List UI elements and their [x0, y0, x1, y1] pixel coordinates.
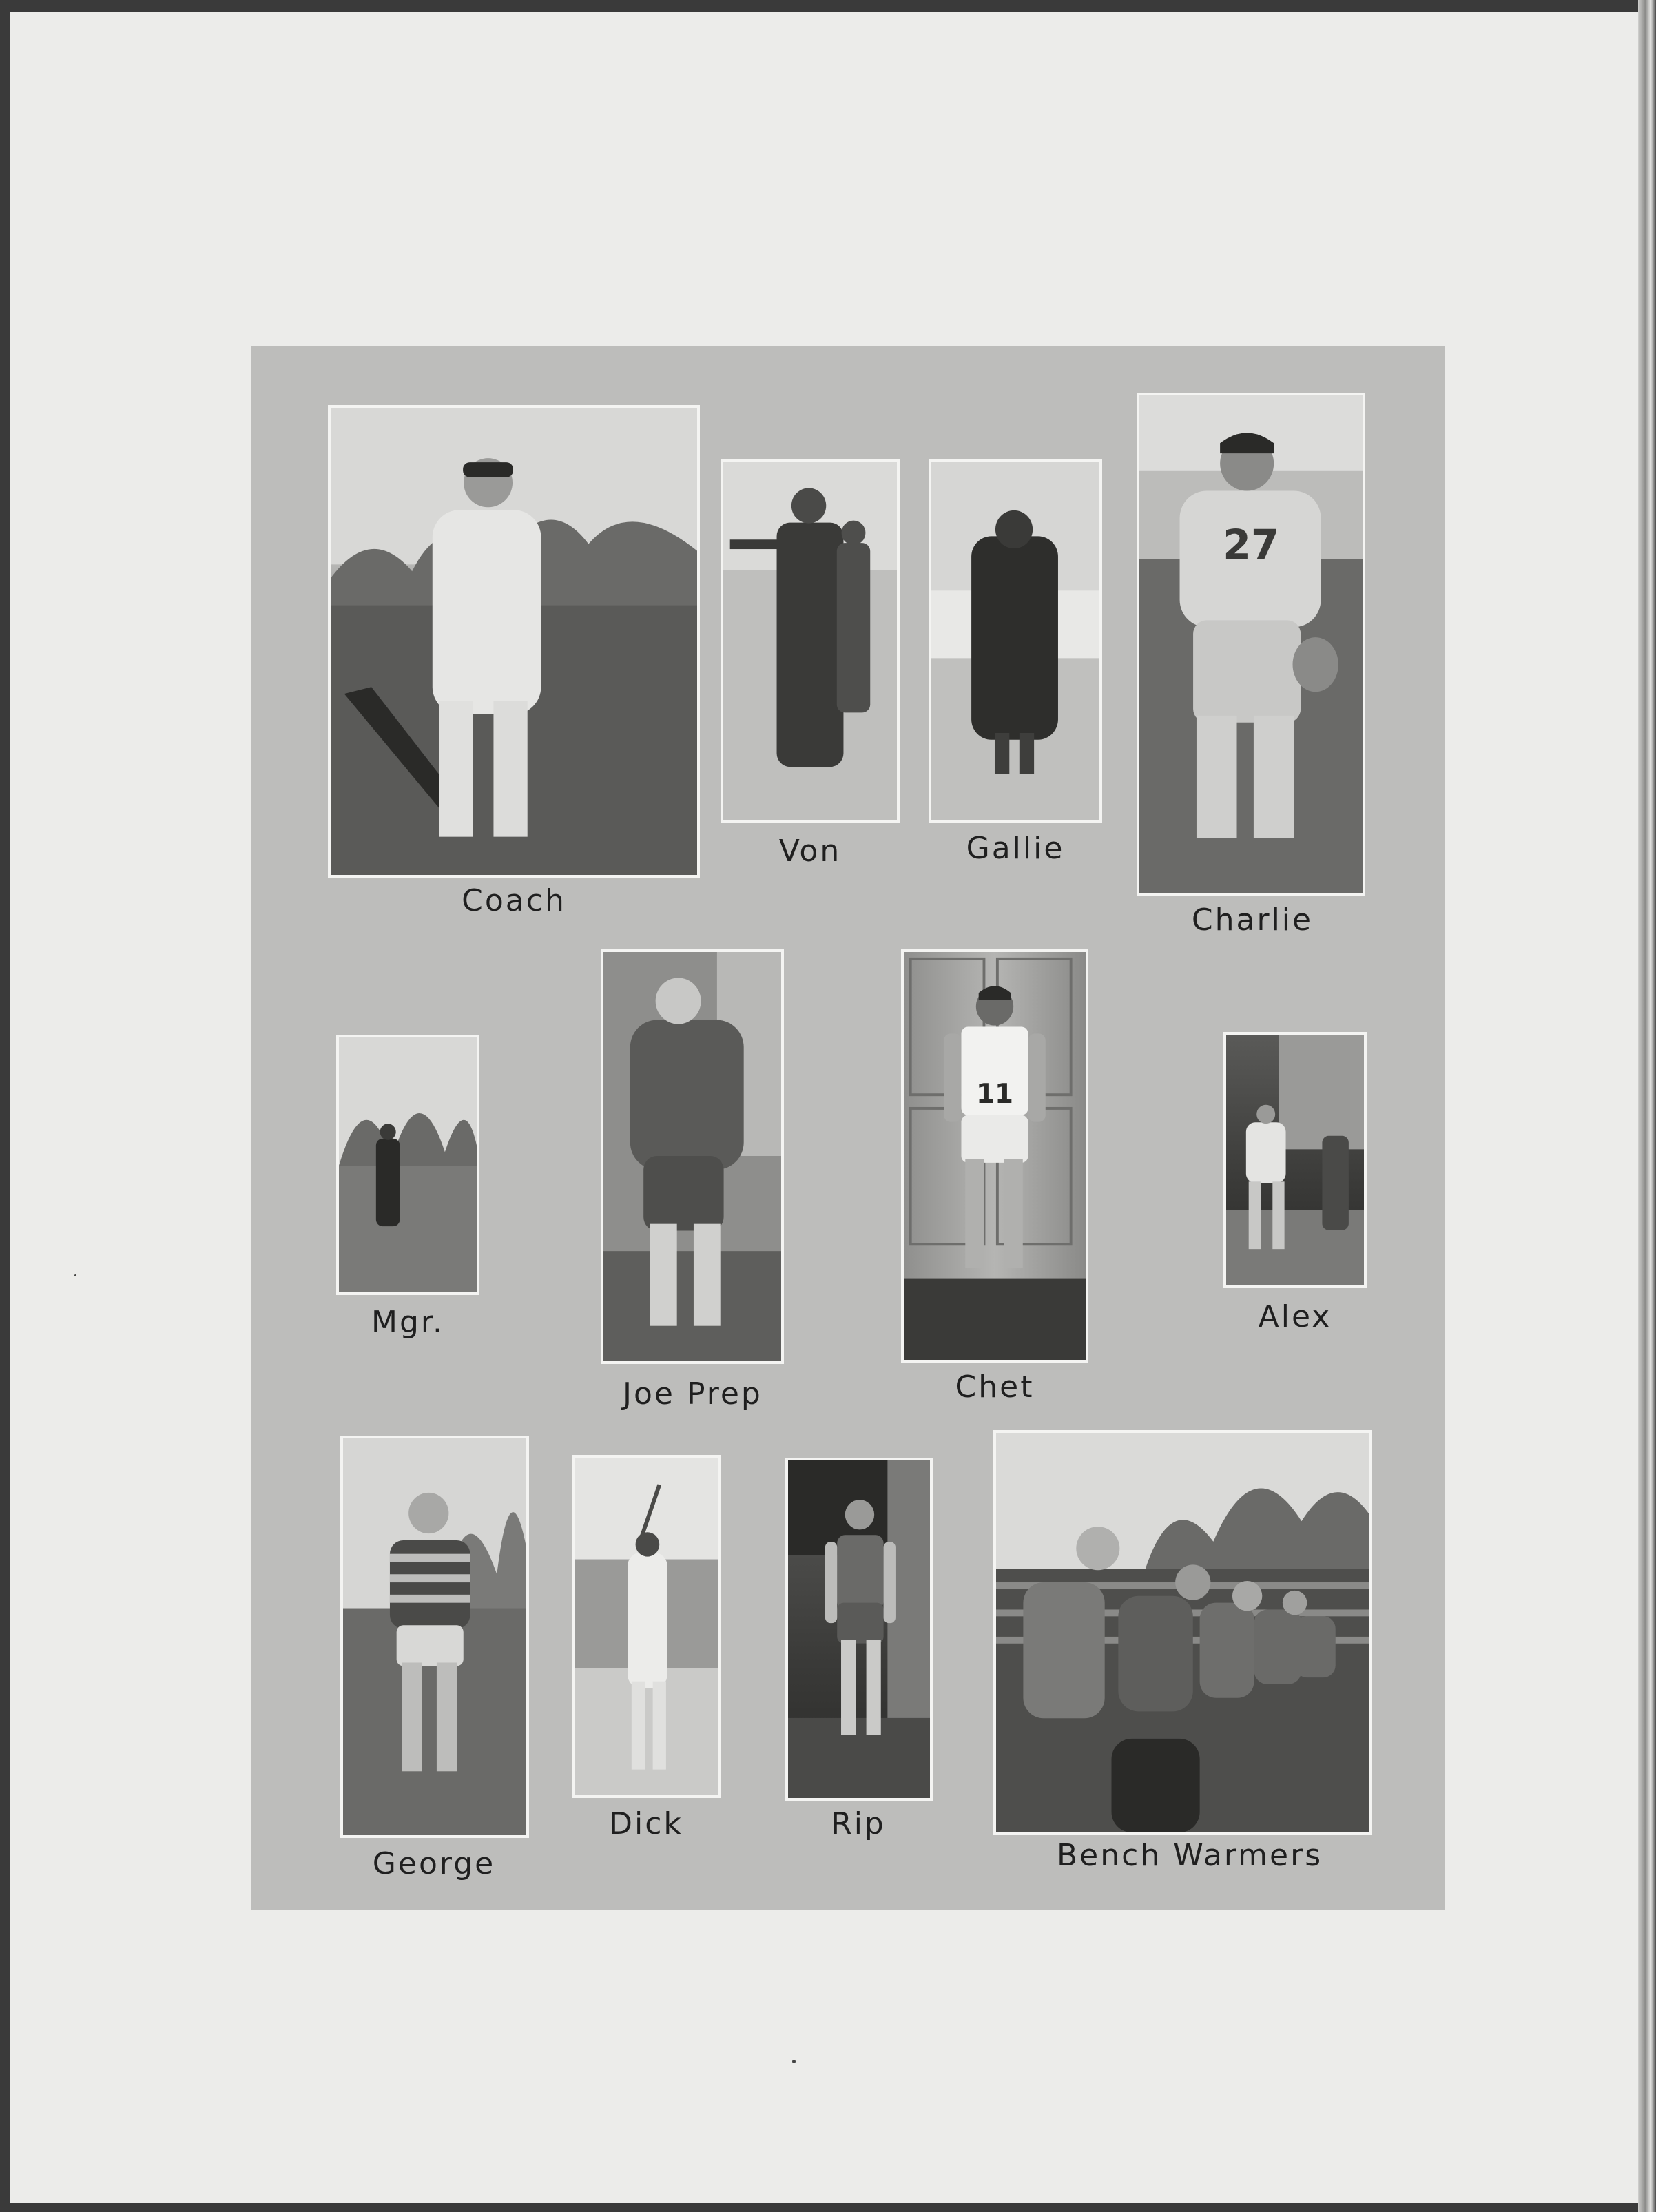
jersey-number-27: 27 — [1223, 521, 1279, 569]
caption-charlie: Charlie — [1191, 902, 1314, 938]
scan-speck — [792, 2060, 796, 2063]
photo-george — [340, 1436, 529, 1838]
photo-chet — [901, 949, 1088, 1363]
photo-gallie — [929, 459, 1102, 823]
photo-mount-panel — [251, 346, 1445, 1910]
caption-coach: Coach — [462, 883, 566, 918]
caption-mgr: Mgr. — [371, 1305, 444, 1340]
photo-rip — [785, 1458, 933, 1801]
photo-dick — [572, 1455, 721, 1798]
photo-bench-warmers — [993, 1430, 1372, 1835]
photo-joe-prep — [601, 949, 784, 1364]
photo-alex — [1223, 1032, 1367, 1288]
caption-dick: Dick — [609, 1806, 683, 1841]
photo-von — [721, 459, 900, 823]
yearbook-page — [10, 12, 1639, 2203]
caption-george: George — [372, 1846, 496, 1881]
caption-alex: Alex — [1258, 1299, 1332, 1334]
caption-chet: Chet — [955, 1369, 1035, 1405]
caption-gallie: Gallie — [966, 831, 1065, 866]
photo-charlie — [1137, 393, 1365, 896]
scan-speck — [74, 1274, 76, 1276]
caption-von: Von — [778, 834, 842, 869]
caption-joe-prep: Joe Prep — [623, 1376, 763, 1412]
binding-edge — [1638, 0, 1656, 2212]
photo-coach — [328, 405, 700, 878]
caption-bench-warmers: Bench Warmers — [1057, 1838, 1323, 1873]
caption-rip: Rip — [831, 1806, 886, 1841]
photo-mgr — [336, 1035, 479, 1295]
jersey-number-11: 11 — [975, 1078, 1014, 1110]
scan-top-edge — [0, 0, 1656, 12]
